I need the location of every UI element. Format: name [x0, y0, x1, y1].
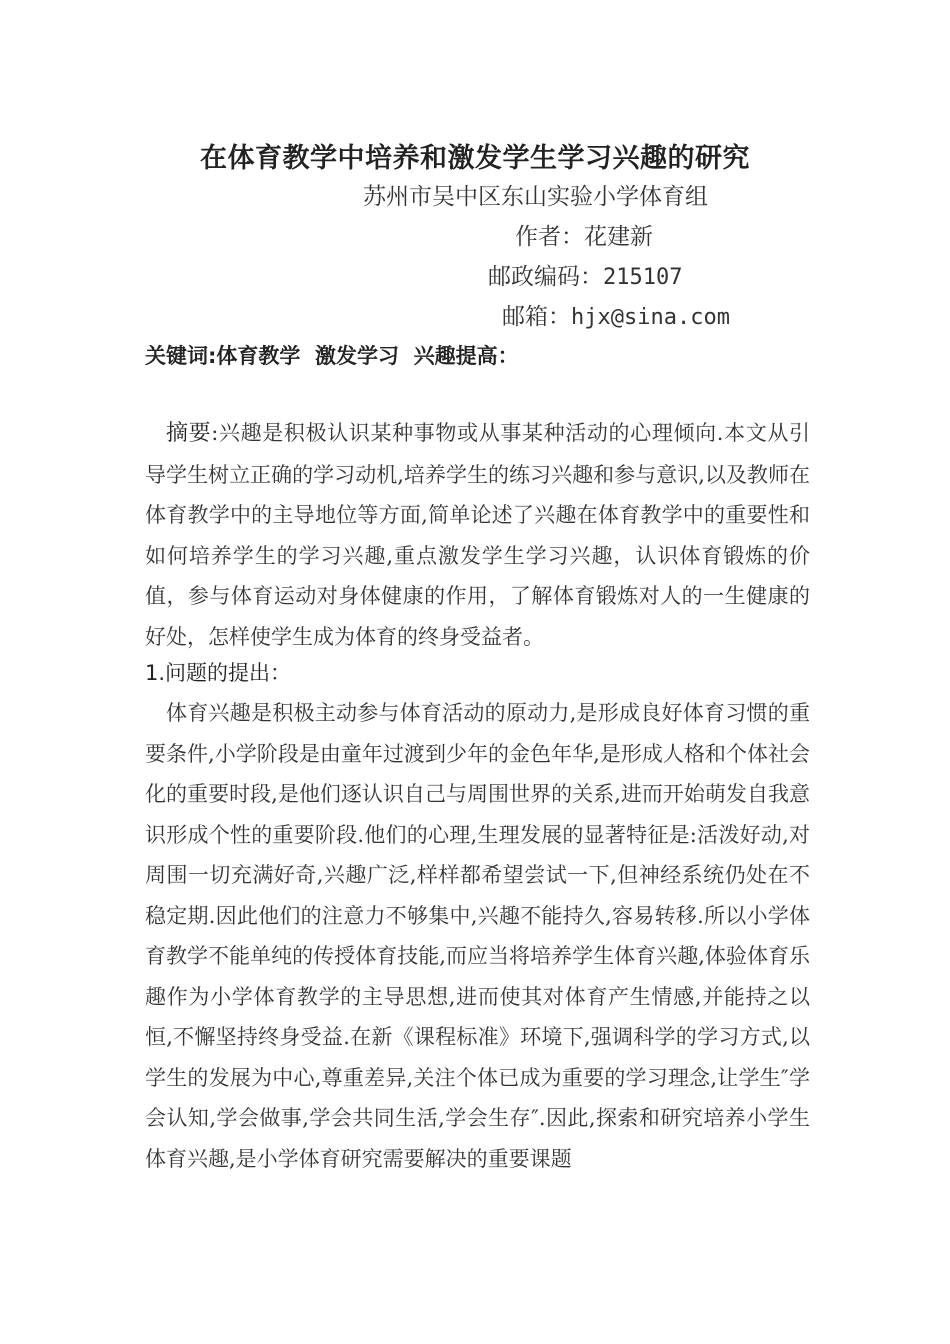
abstract-text: :兴趣是积极认识某种事物或从事某种活动的心理倾向.本文从引导学生树立正确的学习动机,培养学生的练习兴趣和参与意识,以及教师在体育教学中的主导地位等方面,简单论述了兴趣在体育教学中的重要性和如何培养学生的学习兴趣,重点激发学生学习兴趣，认识体育锻炼的价值，参与体育运动对身体健康的作用，了解体育锻炼对人的一生健康的好处，怎样使学生成为体育的终身受益者。	[145, 421, 810, 649]
document-title: 在体育教学中培养和激发学生学习兴趣的研究	[200, 143, 750, 174]
postcode-label: 邮政编码：	[488, 264, 603, 290]
email-value: hjx@sina.com	[571, 305, 730, 330]
section-body-paragraph: 体育兴趣是积极主动参与体育活动的原动力,是形成良好体育习惯的重要条件,小学阶段是由童年过渡到少年的金色年华,是形成人格和个体社会化的重要时段,是他们逐认识自己与周围世界的关系,进而开始萌发自我意识形成个性的重要阶段.他们的心理,生理发展的显著特征是:活泼好动,对周围一切充满好奇,兴趣广泛,样样都希望尝试一下,但神经系统仍处在不稳定期.因此他们的注意力不够集中,兴趣不能持久,容易转移.所以小学体育教学不能单纯的传授体育技能,而应当将培养学生体育兴趣,体验体育乐趣作为小学体育教学的主导思想,进而使其对体育产生情感,并能持之以恒,不懈坚持终身受益.在新《课程标准》环境下,强调科学的学习方式,以学生的发展为中心,尊重差异,关注个体已成为重要的学习理念,让学生″学会认知,学会做事,学会共同生活,学会生存″.因此,探索和研究培养小学生体育兴趣,是小学体育研究需要解决的重要课题	[145, 701, 810, 1171]
school-name: 苏州市吴中区东山实验小学体育组	[363, 184, 708, 210]
section-heading: 1.问题的提出：	[145, 661, 292, 685]
email-line	[502, 298, 730, 331]
keywords-line: 关键词:体育教学 激发学习 兴趣提高：	[145, 344, 519, 368]
abstract-paragraph	[145, 413, 810, 657]
email-label: 邮箱：	[502, 304, 571, 330]
postcode-line	[488, 258, 682, 291]
postcode-value: 215107	[603, 265, 683, 290]
author-line	[515, 218, 653, 251]
abstract-label: 摘要	[166, 421, 212, 446]
author-label: 作者：	[515, 224, 584, 250]
author-name: 花建新	[584, 224, 653, 250]
